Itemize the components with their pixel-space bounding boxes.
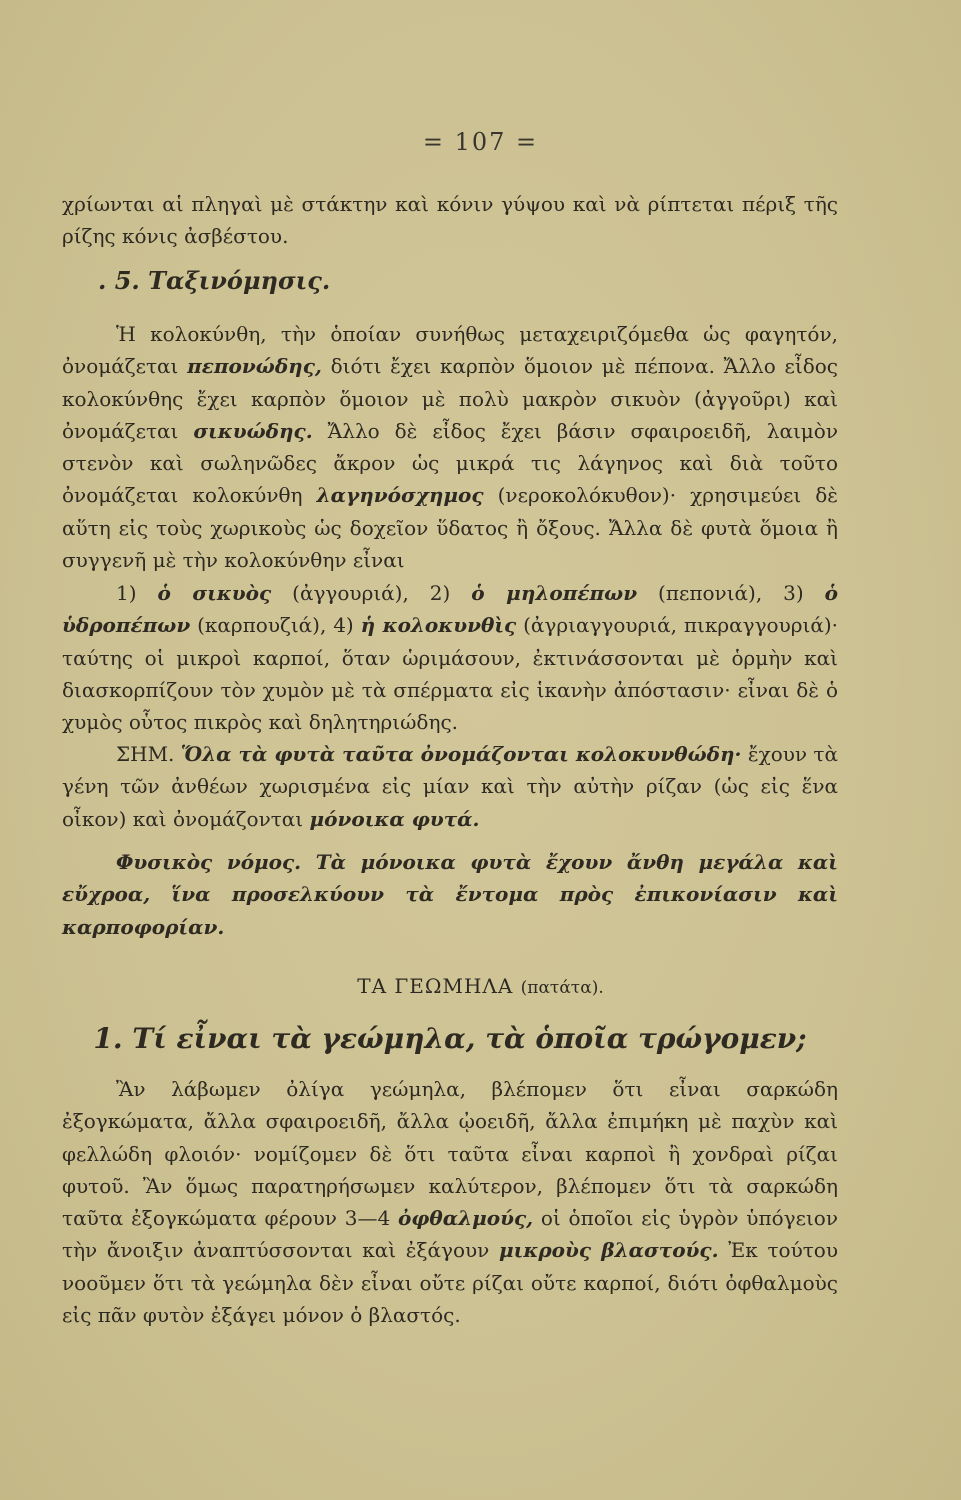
potatoes-title xyxy=(0,974,961,998)
text-run: Ἐκ τούτου νοοῦμεν ὅτι τὰ γεώμηλα δὲν εἶναι οὔτε ρίζαι οὔτε καρποί, διότι ὀφθαλμοὺς εἰς πᾶν φυτὸν ἐξάγει μόνον ὁ βλαστός. xyxy=(62,1238,838,1328)
text-run: (πεπονιά), 3) xyxy=(637,581,825,605)
term-lagynoschimos: λαγηνόσχημος xyxy=(316,483,484,508)
text-run: Ἄλλο δὲ εἶδος ἔχει βάσιν σφαιροειδῆ, λαιμὸν στενὸν καὶ σωληνῶδες ἄκρον ὡς μικρά τις λάγηνος καὶ διὰ τοῦτο ὀνομάζεται κολοκύνθη xyxy=(62,418,839,508)
paragraph-note xyxy=(62,738,838,835)
paragraph-potatoes-text xyxy=(62,1073,838,1331)
term-mikrous-vlastous: μικροὺς βλαστούς. xyxy=(499,1238,719,1263)
page-number: = 107 = xyxy=(422,128,539,156)
term-monoika: μόνοικα φυτά. xyxy=(309,806,480,831)
text-run: οἱ ὁποῖοι εἰς ὑγρὸν ὑπόγειον τὴν ἄνοιξιν ἀναπτύσσονται καὶ ἐξάγουν xyxy=(62,1206,838,1263)
paragraph-classification xyxy=(62,318,838,576)
term-ofthalmous: ὀφθαλμούς, xyxy=(397,1206,534,1231)
text-run: διότι ἔχει καρπὸν ὅμοιον μὲ πέπονα. Ἄλλο εἶδος κολοκύνθης ἔχει καρπὸν ὅμοιον μὲ πολὺ μακρὸν σικυὸν (ἀγγοῦρι) καὶ ὀνομάζεται xyxy=(62,354,838,443)
paragraph-natural-law xyxy=(62,846,838,943)
text-run: Ἂν λάβωμεν ὀλίγα γεώμηλα, βλέπομεν ὅτι εἶναι σαρκώδη ἐξογκώματα, ἄλλα σφαιροειδῆ, ἄλλα ᾠοειδῆ, ἄλλα ἐπιμήκη μὲ παχὺν καὶ φελλώδη φλοιόν· νομίζομεν δὲ ὅτι ταῦτα εἶναι καρποὶ ἢ χονδραὶ ρίζαι φυτοῦ. Ἂν ὅμως παρατηρήσωμεν καλύτερον, βλέπομεν ὅτι τὰ σαρκώδη ταῦτα ἐξογκώματα φέρουν 3—4 xyxy=(62,1077,838,1231)
text-run: Ἡ κολοκύνθη, τὴν ὁποίαν συνήθως μεταχειριζόμεθα ὡς φαγητόν, ὀνομάζεται xyxy=(62,322,838,379)
paragraph-potatoes xyxy=(62,1073,838,1331)
paragraph-classification-text xyxy=(62,318,838,576)
term-milopepon: ὁ μηλοπέπων xyxy=(471,581,638,605)
text-run: (νεροκολόκυθον)· χρησιμεύει δὲ αὕτη εἰς τοὺς χωρικοὺς ὡς δοχεῖον ὕδατος ἢ ὄξους. Ἄλλα δὲ φυτὰ ὅμοια ἢ συγγενῆ μὲ τὴν κολοκύνθην εἶναι xyxy=(62,483,839,573)
paragraph-plants-list-text xyxy=(62,577,838,738)
text-run: ἔχουν τὰ γένη τῶν ἀνθέων χωρισμένα εἰς μίαν καὶ τὴν αὐτὴν ρίζαν (ὡς εἰς ἕνα οἶκον) καὶ ὀνομάζονται xyxy=(62,742,838,831)
potatoes-title-text: ΤΑ ΓΕΩΜΗΛΑ xyxy=(357,974,514,998)
paragraph-continuation xyxy=(62,188,838,253)
term-ydropepon: ὁ ὑδροπέπων xyxy=(62,581,838,638)
term-kolokynthis: ἡ κολοκυνθὶς xyxy=(360,613,517,638)
paragraph-continuation-text: χρίωνται αἱ πληγαὶ μὲ στάκτην καὶ κόνιν γύψου καὶ νὰ ρίπτεται πέριξ τῆς ρίζης κόνις ἀσβέστου. xyxy=(62,192,838,249)
paragraph-plants-list xyxy=(62,577,838,738)
text-run: (ἀγριαγγουριά, πικραγγουριά)· ταύτης οἱ μικροὶ καρποί, ὅταν ὡριμάσουν, ἐκτινάσσονται μὲ ὁρμὴν καὶ διασκορπίζουν τὸν χυμὸν μὲ τὰ σπέρματα εἰς ἱκανὴν ἀπόστασιν· εἶναι δὲ ὁ χυμὸς οὗτος πικρὸς καὶ δηλητηριώδης. xyxy=(62,613,838,735)
text-run: 1) xyxy=(116,581,158,605)
paragraph-note-text xyxy=(62,738,838,835)
section-5-heading: . 5. Ταξινόμησις. xyxy=(98,266,331,295)
question-heading: 1. Τί εἶναι τὰ γεώμηλα, τὰ ὁποῖα τρώγομεν; xyxy=(93,1022,807,1055)
term-sikyodis: σικυώδης. xyxy=(193,418,313,443)
paragraph-natural-law-text: Φυσικὸς νόμος. Τὰ μόνοικα φυτὰ ἔχουν ἄνθη μεγάλα καὶ εὔχροα, ἵνα προσελκύουν τὰ ἔντομα πρὸς ἐπικονίασιν καὶ καρποφορίαν. xyxy=(62,850,838,939)
note-emphasis: Ὅλα τὰ φυτὰ ταῦτα ὀνομάζονται κολοκυνθώδη· xyxy=(180,742,742,766)
text-run: (καρπουζιά), 4) xyxy=(190,613,361,638)
term-sikyos: ὁ σικυὸς xyxy=(157,581,272,605)
text-run: (ἀγγουριά), 2) xyxy=(271,581,472,605)
potatoes-subtitle: (πατάτα). xyxy=(520,978,604,998)
term-peponodis: πεπονώδης, xyxy=(187,354,322,379)
note-label: ΣΗΜ. xyxy=(116,742,181,766)
